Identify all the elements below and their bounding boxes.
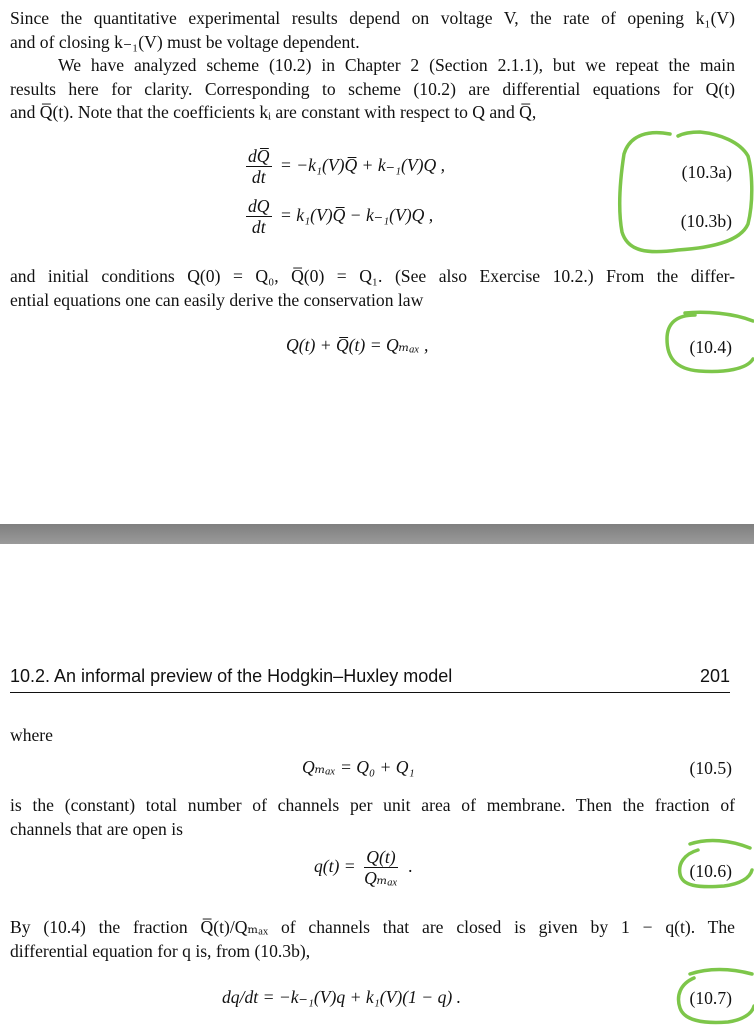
eq-6-fraction <box>362 847 400 888</box>
intro-line-1: Since the quantitative experimental results depend on voltage V, the rate of opening k₁(V) <box>10 8 735 28</box>
scheme-line-3: and Q̅(t). Note that the coefficients kᵢ are constant with respect to Q and Q̅, <box>10 102 537 122</box>
eq-6-denominator: Qₘₐₓ <box>364 868 398 889</box>
intro-paragraph <box>10 7 735 54</box>
eq-3a-numerator: dQ̅ <box>248 146 270 166</box>
conservation-paragraph <box>10 265 735 312</box>
closed-fraction-line-2: differential equation for q is, from (10.3b), <box>10 940 311 961</box>
scheme-paragraph <box>10 54 735 125</box>
eq-number-10-3b: (10.3b) <box>680 211 732 231</box>
equation-10-7: dq/dt = −k₋₁(V)q + k₁(V)(1 − q) . <box>222 987 462 1007</box>
page-separator <box>0 524 754 544</box>
page-number: 201 <box>699 666 730 686</box>
eq-number-10-5: (10.5) <box>689 758 732 778</box>
eq-number-10-6: (10.6) <box>689 861 732 881</box>
eq-6-numerator: Q(t) <box>366 847 396 867</box>
conservation-line-1: and initial conditions Q(0) = Q₀, Q̅(0) = Q₁. (See also Exercise 10.2.) From the differ- <box>10 266 735 286</box>
eq-3a-rhs: = −k₁(V)Q̅ + k₋₁(V)Q , <box>279 154 446 175</box>
eq-number-10-3a: (10.3a) <box>681 162 732 182</box>
eq-number-10-7: (10.7) <box>689 988 732 1008</box>
fraction-paragraph <box>10 794 735 841</box>
intro-line-2: and of closing k₋₁(V) must be voltage dependent. <box>10 31 360 52</box>
eq-3b-denominator: dt <box>251 217 266 238</box>
eq-3a-derivative <box>246 146 272 187</box>
equation-10-4: Q(t) + Q̅(t) = Qₘₐₓ , <box>286 335 429 355</box>
where-line: where <box>10 725 53 745</box>
eq-3b-derivative <box>246 196 272 237</box>
eq-number-10-4: (10.4) <box>689 337 732 357</box>
closed-fraction-line-1: By (10.4) the fraction Q̅(t)/Qₘₐₓ of channels that are closed is given by 1 − q(t). The <box>10 917 735 937</box>
eq-3b-numerator: dQ <box>248 196 270 216</box>
section-title: 10.2. An informal preview of the Hodgkin–Huxley model <box>10 666 453 686</box>
eq-3b-rhs: = k₁(V)Q̅ − k₋₁(V)Q , <box>279 204 434 225</box>
eq-6-lhs: q(t) = <box>314 855 356 876</box>
equation-10-5: Qₘₐₓ = Q₀ + Q₁ <box>302 757 415 777</box>
scheme-line-2: results here for clarity. Corresponding to scheme (10.2) are differential equations for Q(t) <box>10 78 735 99</box>
equation-10-6: q(t) = $\frac{Q(t)}{\text{Qₘₐₓ}}$ . <box>314 847 413 889</box>
bottom-page <box>0 544 754 1028</box>
equation-10-3b <box>246 196 433 237</box>
handwritten-bracket-10-3 <box>600 120 754 270</box>
fraction-line-2: channels that are open is <box>10 818 183 839</box>
conservation-line-2: ential equations one can easily derive the conservation law <box>10 289 424 310</box>
fraction-line-1: is the (constant) total number of channels per unit area of membrane. Then the fraction of <box>10 795 735 815</box>
eq-3a-denominator: dt <box>251 167 266 188</box>
equation-10-3a <box>246 146 445 187</box>
where-text <box>10 724 735 748</box>
green-circle-10-3 <box>620 132 752 252</box>
scheme-line-1: We have analyzed scheme (10.2) in Chapter 2 (Section 2.1.1), but we repeat the main <box>58 55 735 75</box>
running-header <box>10 664 730 693</box>
closed-fraction-paragraph <box>10 916 735 963</box>
